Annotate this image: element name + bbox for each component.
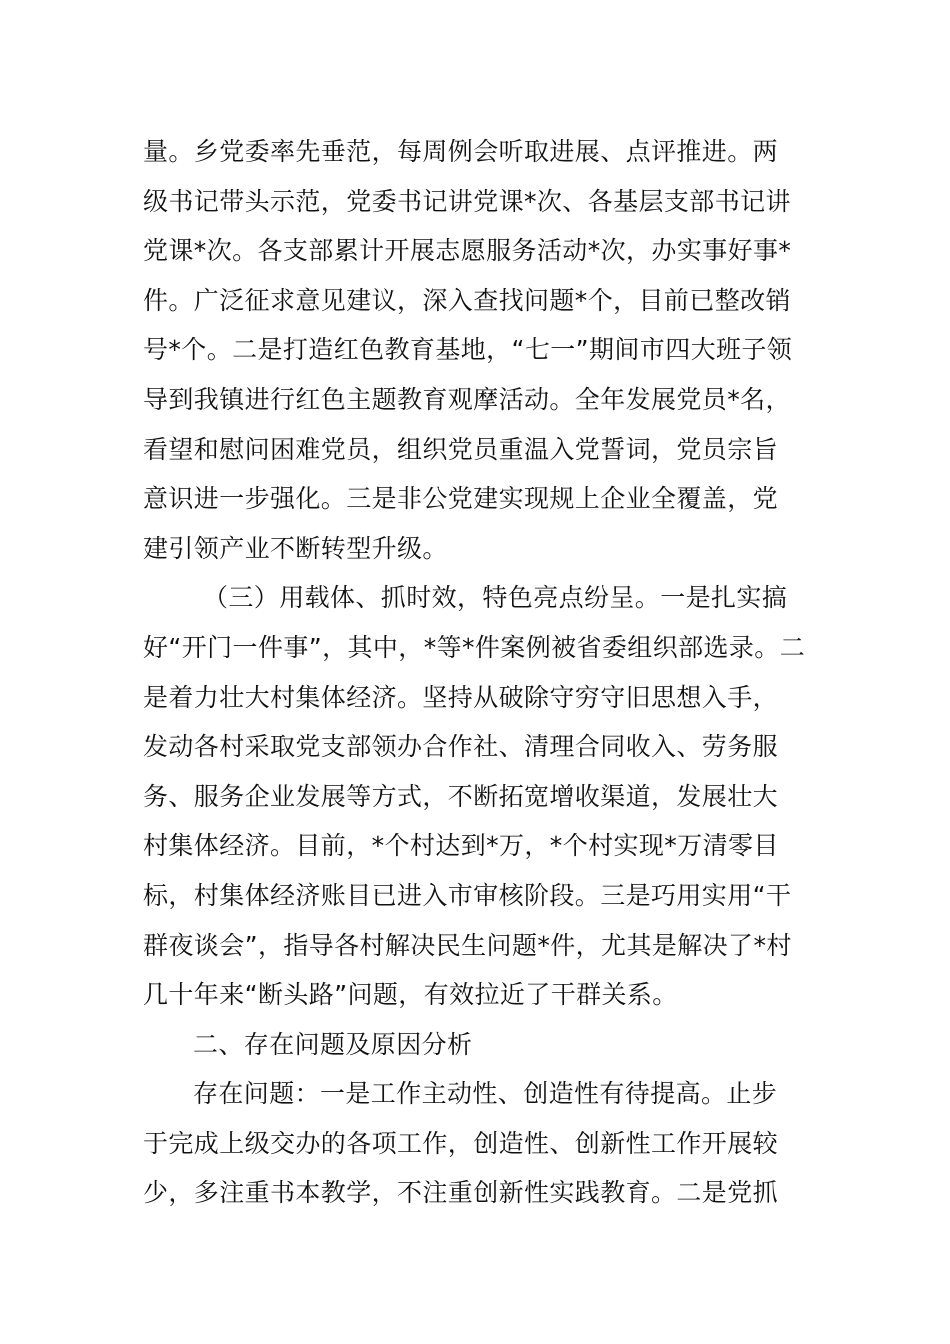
- text-line: 党课*次。各支部累计开展志愿服务活动*次，办实事好事*: [143, 236, 792, 266]
- text-line: 建引领产业不断转型升级。: [143, 533, 448, 563]
- body-text: [143, 127, 806, 1218]
- section-heading: 二、存在问题及原因分析: [193, 1029, 473, 1059]
- text-line: 是着力壮大村集体经济。坚持从破除守穷守旧思想入手，: [143, 682, 779, 712]
- paragraph-start: 存在问题：一是工作主动性、创造性有待提高。止步: [193, 1079, 778, 1109]
- text-line: 发动各村采取党支部领办合作社、清理合同收入、劳务服: [143, 732, 779, 762]
- paragraph-heading-3: （三）用载体、抓时效，特色亮点纷呈。一是扎实搞: [203, 583, 788, 613]
- text-line: 标，村集体经济账目已进入市审核阶段。三是巧用实用“干: [143, 880, 792, 910]
- text-line: 群夜谈会”，指导各村解决民生问题*件，尤其是解决了*村: [143, 930, 792, 960]
- text-line: 量。乡党委率先垂范，每周例会听取进展、点评推进。两: [143, 137, 779, 166]
- text-line: 务、服务企业发展等方式，不断拓宽增收渠道，发展壮大: [143, 781, 779, 811]
- text-line: 于完成上级交办的各项工作，创造性、创新性工作开展较: [143, 1128, 779, 1158]
- text-line: 意识进一步强化。三是非公党建实现规上企业全覆盖，党: [143, 484, 779, 514]
- text-line: 看望和慰问困难党员，组织党员重温入党誓词，党员宗旨: [143, 434, 779, 464]
- text-line: 好“开门一件事”，其中，*等*件案例被省委组织部选录。二: [143, 632, 806, 662]
- text-line: 少，多注重书本教学，不注重创新性实践教育。二是党抓: [143, 1178, 779, 1208]
- text-line: 级书记带头示范，党委书记讲党课*次、各基层支部书记讲: [143, 186, 791, 216]
- text-line: 导到我镇进行红色主题教育观摩活动。全年发展党员*名，: [143, 384, 791, 414]
- text-line: 几十年来“断头路”问题，有效拉近了干群关系。: [143, 980, 678, 1010]
- text-line: 件。广泛征求意见建议，深入查找问题*个，目前已整改销: [143, 285, 791, 315]
- text-line: 村集体经济。目前，*个村达到*万，*个村实现*万清零目: [143, 831, 779, 861]
- text-line: 号*个。二是打造红色教育基地，“七一”期间市四大班子领: [143, 335, 793, 365]
